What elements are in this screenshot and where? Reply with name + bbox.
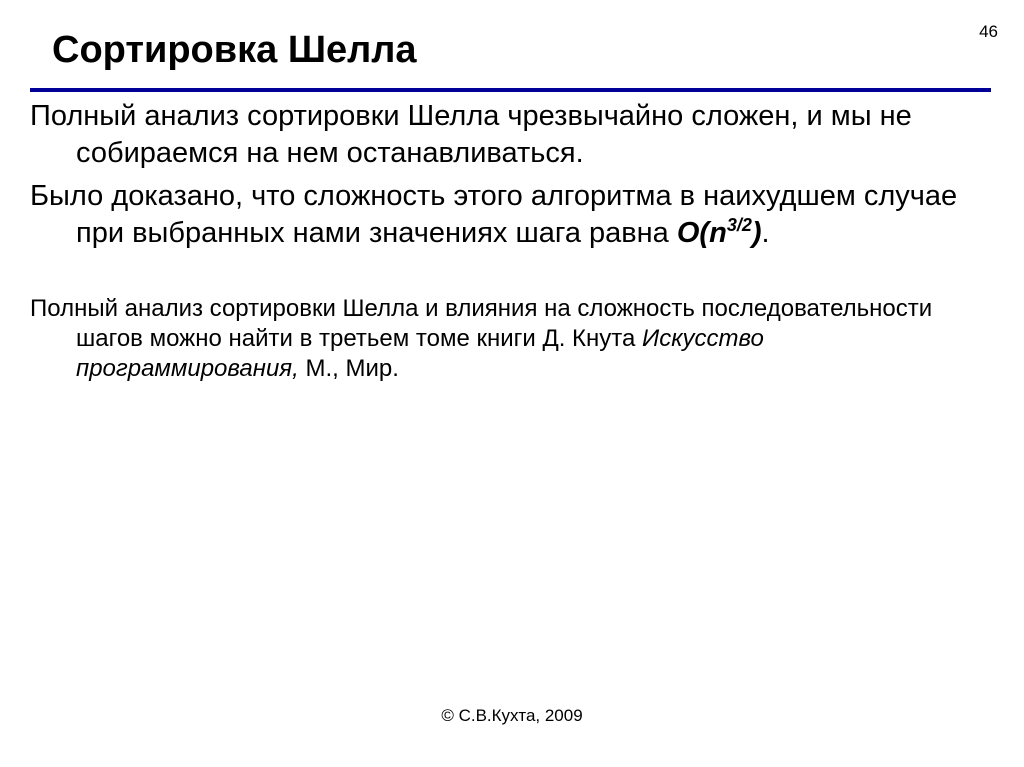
paragraph-complexity — [30, 178, 980, 252]
copyright-footer: © С.В.Кухта, 2009 — [441, 706, 583, 725]
paragraph-analysis-text: Полный анализ сортировки Шелла чрезвычайно сложен, и мы не собираемся на нем останавливаться. — [30, 100, 912, 169]
slide-content — [30, 98, 980, 384]
book-publisher: М., Мир. — [298, 355, 399, 382]
paragraph-complexity-text: Было доказано, что сложность этого алгоритма в наихудшем случае при выбранных нами значениях шага равна — [30, 180, 958, 249]
formula-exponent: 3/2 — [726, 215, 752, 235]
formula-close: ) — [751, 217, 762, 249]
paragraph-analysis — [30, 98, 980, 172]
title-divider — [30, 88, 991, 92]
page-number: 46 — [979, 22, 998, 41]
complexity-formula — [677, 217, 762, 249]
formula-open: O(n — [676, 217, 727, 249]
slide-title: Сортировка Шелла — [52, 29, 417, 71]
reference-note-text: Полный анализ сортировки Шелла и влияния на сложность последовательности шагов можно найти в третьем томе книги Д. Кнута — [30, 295, 933, 352]
reference-note — [30, 294, 980, 384]
paragraph-complexity-end: . — [761, 217, 770, 249]
book-title: Искусство программирования, — [76, 325, 764, 382]
